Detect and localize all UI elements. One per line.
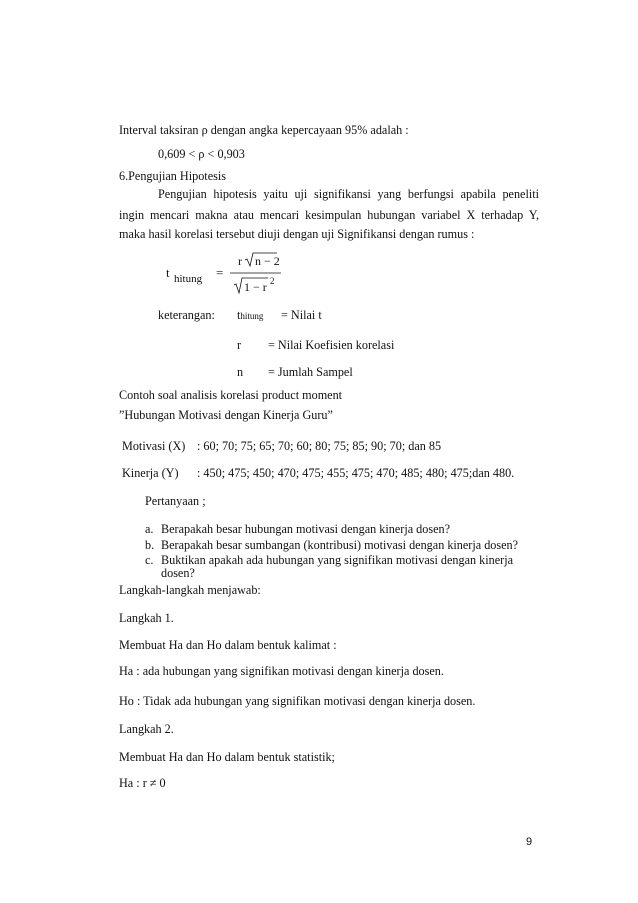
formula-num-r: r	[238, 254, 242, 268]
ket-row-1-desc: = Nilai t	[281, 308, 322, 322]
ket-sym-t-sub: hitung	[240, 311, 264, 321]
formula-den-exp: 2	[270, 276, 275, 286]
question-b-text: Berapakah besar sumbangan (kontribusi) motivasi dengan kinerja dosen?	[161, 538, 519, 552]
contoh-title: Contoh soal analisis korelasi product moment	[119, 388, 343, 402]
section-title: 6.Pengujian Hipotesis	[119, 169, 226, 183]
formula-num-expr: n − 2	[255, 254, 280, 268]
motivasi-label: Motivasi (X)	[122, 439, 186, 453]
kinerja-label: Kinerja (Y)	[122, 466, 179, 480]
formula-lhs-sub: hitung	[174, 273, 203, 285]
interval-heading: Interval taksiran ρ dengan angka kepercayaan 95% adalah :	[119, 123, 409, 137]
paragraph-line-2: ingin mencari makna atau mencari kesimpulan hubungan variabel X terhadap Y,	[119, 208, 539, 222]
ket-row-3-desc: = Jumlah Sampel	[268, 365, 353, 379]
question-c-text-1: Buktikan apakah ada hubungan yang signifikan motivasi dengan kinerja	[161, 553, 513, 567]
paragraph-line-3: maka hasil korelasi tersebut diuji dengan uji Signifikansi dengan rumus :	[119, 227, 475, 241]
question-c-marker: c.	[145, 553, 154, 567]
page-number: 9	[526, 836, 533, 848]
paragraph-line-1: Pengujian hipotesis yaitu uji signifikansi yang berfungsi apabila peneliti	[158, 187, 539, 201]
ket-sym-t: t	[237, 308, 241, 322]
question-a-text: Berapakah besar hubungan motivasi dengan kinerja dosen?	[161, 522, 451, 536]
ho-kalimat: Ho : Tidak ada hubungan yang signifikan motivasi dengan kinerja dosen.	[119, 694, 476, 708]
pertanyaan-label: Pertanyaan ;	[145, 494, 206, 508]
ha-statistik: Ha : r ≠ 0	[119, 776, 166, 790]
langkah-2-desc: Membuat Ha dan Ho dalam bentuk statistik;	[119, 750, 335, 764]
formula-graphics	[166, 252, 306, 302]
ket-row-1-sym	[237, 307, 263, 324]
formula-equals: =	[216, 265, 224, 280]
question-c-text-2: dosen?	[161, 566, 195, 580]
keterangan-label: keterangan:	[158, 308, 215, 322]
formula-lhs: t	[166, 265, 170, 280]
formula-den-expr: 1 − r	[244, 280, 267, 294]
question-a-marker: a.	[145, 522, 154, 536]
langkah-2: Langkah 2.	[119, 722, 174, 736]
interval-value: 0,609 < ρ < 0,903	[158, 147, 245, 161]
question-b-marker: b.	[145, 538, 155, 552]
langkah-1-desc: Membuat Ha dan Ho dalam bentuk kalimat :	[119, 638, 337, 652]
kinerja-values: : 450; 475; 450; 470; 475; 455; 475; 470; 485; 480; 475;dan 480.	[197, 466, 515, 480]
ha-kalimat: Ha : ada hubungan yang signifikan motivasi dengan kinerja dosen.	[119, 664, 444, 678]
t-hitung-formula	[166, 252, 306, 302]
ket-row-2-sym: r	[237, 338, 242, 352]
ket-row-2-desc: = Nilai Koefisien korelasi	[268, 338, 395, 352]
motivasi-values: : 60; 70; 75; 65; 70; 60; 80; 75; 85; 90; 70; dan 85	[197, 439, 442, 453]
langkah-1: Langkah 1.	[119, 611, 174, 625]
langkah-intro: Langkah-langkah menjawab:	[119, 583, 261, 597]
ket-row-3-sym: n	[237, 365, 244, 379]
contoh-subtitle: ”Hubungan Motivasi dengan Kinerja Guru”	[119, 408, 333, 422]
